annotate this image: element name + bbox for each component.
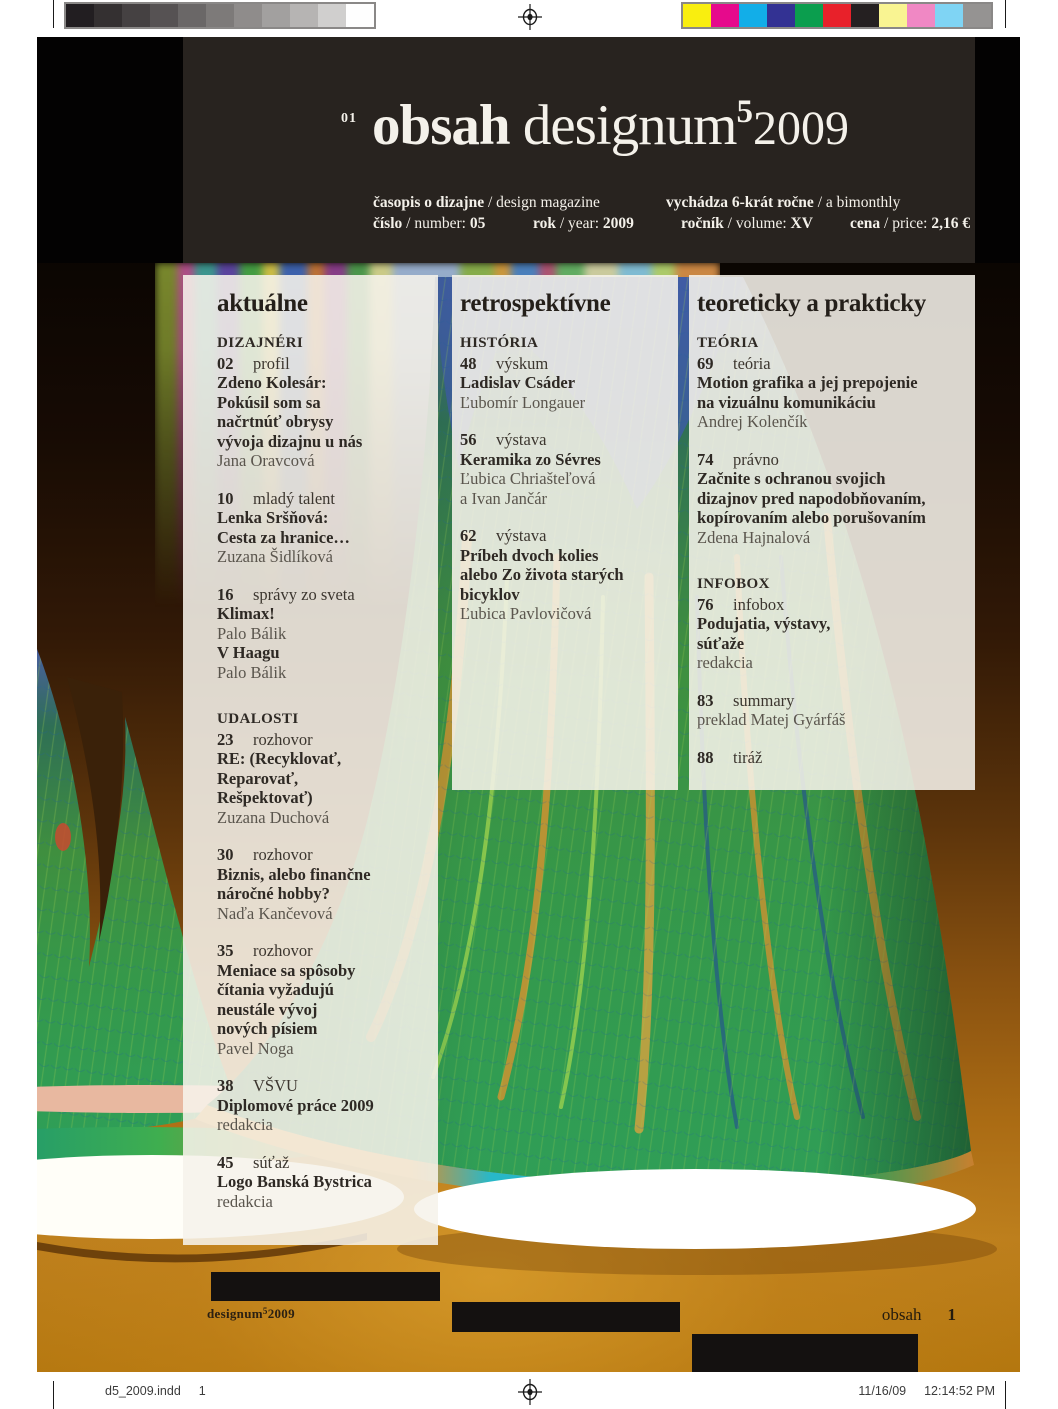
toc-entry-pagenum-line [697,748,965,768]
toc-gap [697,432,965,450]
toc-entry-page-number: 56 [460,430,477,449]
toc-entry-pagenum-line [460,526,668,546]
grayscale-step [234,4,262,27]
toc-entry-author: redakcia [697,653,753,672]
registration-mark-icon [518,4,542,30]
toc-entry-title-line: Rešpektovať) [217,788,313,807]
toc-entry-category: rozhovor [253,941,313,960]
toc-entry-title-line: kopírovaním alebo porušovaním [697,508,926,527]
toc-section-label: HISTÓRIA [460,335,539,351]
toc-entry-title-line: Diplomové práce 2009 [217,1095,374,1115]
toc-entry-title-line: bicyklov [460,584,520,604]
toc-entry-pagenum-line [217,354,428,374]
toc-entry-category: rozhovor [253,729,313,749]
toc-entry-category: správy zo sveta [253,584,355,604]
toc-gap [697,730,965,748]
toc-entry-page-number: 35 [217,941,234,960]
toc-gap [697,547,965,565]
toc-panel-aktualne [183,275,438,1245]
redaction-block-1 [211,1272,440,1301]
toc-entry-pagenum-line [697,450,965,470]
title-year: 2009 [753,102,849,155]
grayscale-step [94,4,122,27]
toc-entry-title-line: Biznis, alebo finančne [217,864,371,884]
toc-entry-pagenum-line [217,730,428,750]
toc-entry-title-line: Klimax! [217,604,275,623]
toc-section-label: DIZAJNÉRI [217,335,304,351]
toc-entry-page-number: 45 [217,1152,234,1172]
toc-entry-category: profil [253,353,290,373]
toc-entry-title-line: Meniace sa spôsoby [217,960,356,980]
toc-entry-author: Zdena Hajnalová [697,527,811,547]
toc-entry-author: Palo Bálik [217,662,287,682]
grayscale-step [318,4,346,27]
toc-entry-category: summary [733,690,795,710]
magazine-page [37,37,1020,1372]
grayscale-step [206,4,234,27]
slug-document-name: d5_2009.indd [105,1384,181,1398]
toc-entry-pagenum-line [217,585,428,605]
toc-entry-category: výstava [496,526,547,545]
toc-panel-teoreticky-a-prakticky [689,275,975,790]
toc-entry-category: rozhovor [253,845,313,864]
masthead-meta-line1 [373,194,1020,214]
toc-entry-title-line: Reparovať, [217,768,299,788]
toc-entry-category: súťaž [253,1152,290,1172]
toc-entry-pagenum-line [217,489,428,509]
grayscale-step [262,4,290,27]
toc-entry-page-number: 88 [697,747,714,767]
toc-entry-pagenum-line [697,691,965,711]
color-step [795,4,823,27]
masthead-meta-line2 [373,215,1020,235]
grayscale-step [122,4,150,27]
toc-entry-title-line: neustále vývoj [217,999,318,1019]
color-step [823,4,851,27]
color-calibration-bar [681,2,993,29]
toc-entry-page-number: 23 [217,729,234,749]
toc-gap [217,682,428,700]
toc-entry-category: teória [733,353,771,373]
redaction-block-2 [452,1302,680,1332]
grayscale-step [66,4,94,27]
toc-entry-title-line: Keramika zo Sévres [460,449,601,469]
grayscale-step [178,4,206,27]
color-step [683,4,711,27]
toc-entry-title-line: náročné hobby? [217,884,330,903]
toc-entry-title-line: Motion grafika a jej prepojenie [697,373,918,392]
toc-entry-page-number: 48 [460,353,477,373]
grayscale-step [346,4,374,27]
toc-entry-pagenum-line [217,941,428,961]
toc-entry-author: redakcia [217,1115,273,1134]
color-step [935,4,963,27]
toc-entry-page-number: 38 [217,1076,234,1095]
toc-entry-pagenum-line [217,1076,428,1096]
toc-entry-author: Naďa Kančevová [217,903,333,923]
toc-entry-title-line: RE: (Recyklovať, [217,749,342,768]
grayscale-step [150,4,178,27]
color-step [711,4,739,27]
toc-entry-title-line: čítania vyžadujú [217,980,334,999]
toc-entry-author: Pavel Noga [217,1038,294,1058]
toc-gap [217,567,428,585]
toc-entry-author: Jana Oravcová [217,451,315,470]
toc-entry-author: Zuzana Duchová [217,807,330,827]
toc-gap [217,1058,428,1076]
slug-page-number: 1 [198,1384,206,1398]
crop-mark-top-right [1005,0,1006,28]
toc-entry-title-line: Logo Banská Bystrica [217,1172,372,1191]
toc-gap [697,673,965,691]
toc-entry-category: infobox [733,594,785,614]
toc-entry-pagenum-line [460,430,668,450]
toc-section-label: INFOBOX [697,576,770,592]
masthead [183,37,975,263]
toc-gap [217,827,428,845]
masthead-meta-segment: časopis o dizajne / design magazine [373,194,600,211]
toc-section-label: TEÓRIA [697,335,759,351]
toc-entry-title-line: Zdeno Kolesár: [217,373,327,392]
toc-entry-title-line: alebo Zo života starých [460,565,624,584]
masthead-meta-segment: číslo / number: 05 [373,215,486,232]
color-step [907,4,935,27]
title-designum: designum [509,94,737,157]
toc-entry-title-line: nových písiem [217,1019,318,1038]
toc-entry-category: výskum [496,353,549,373]
slug-filename [105,1384,224,1398]
footer-brand-year: 2009 [267,1306,295,1321]
footer-page-number: 1 [947,1305,956,1324]
color-step [739,4,767,27]
toc-entry-title-line: Príbeh dvoch kolies [460,545,599,565]
toc-entry-title-line: vývoja dizajnu u nás [217,431,363,451]
crop-mark-bottom-left [53,1381,54,1409]
crop-mark-bottom-right [1005,1381,1006,1409]
toc-entry-author: Andrej Kolenčík [697,412,808,431]
masthead-meta-segment: cena / price: 2,16 € [850,215,971,232]
toc-entry-title-line: Podujatia, výstavy, [697,614,831,633]
slug-date: 11/16/09 [858,1384,907,1398]
toc-gap [460,508,668,526]
registration-mark-icon [518,1379,542,1405]
toc-gap [460,412,668,430]
folio-number: 01 [341,111,357,126]
toc-entry-pagenum-line [697,354,965,374]
toc-gap [217,923,428,941]
toc-entry-page-number: 10 [217,488,234,508]
page-title [372,93,849,158]
toc-entry-title-line: Ladislav Csáder [460,373,576,392]
toc-entry-pagenum-line [460,354,668,374]
toc-entry-author: a Ivan Jančár [460,488,548,508]
toc-section-label: UDALOSTI [217,711,299,727]
toc-entry-page-number: 76 [697,594,714,614]
toc-entry-title-line: Začnite s ochranou svojich [697,469,886,488]
footer-brand-name: designum [207,1306,263,1321]
grayscale-calibration-bar [64,2,376,29]
toc-gap [217,1135,428,1153]
color-step [879,4,907,27]
toc-entry-title-line: Pokúsil som sa [217,392,321,412]
redaction-block-3 [692,1334,918,1372]
toc-entry-author: Zuzana Šidlíková [217,547,333,566]
toc-entry-page-number: 02 [217,353,234,373]
masthead-meta-segment: vychádza 6-krát ročne / a bimonthly [666,194,901,211]
toc-column-heading: teoreticky a prakticky [697,290,927,317]
toc-column-heading: aktuálne [217,290,308,317]
toc-entry-page-number: 62 [460,526,477,545]
toc-entry-category: mladý talent [253,488,336,508]
toc-entry-title-line: Lenka Sršňová: [217,508,329,527]
toc-column-heading: retrospektívne [460,290,611,317]
footer-folio [837,1305,956,1325]
toc-gap [217,471,428,489]
toc-panel-retrospektivne [452,275,678,790]
toc-entry-pagenum-line [217,845,428,865]
toc-entry-author: Ľubica Chriašteľová [460,469,596,488]
footer-brand-issue: 5 [262,1306,268,1316]
toc-entry-author: Ľubica Pavlovičová [460,604,592,623]
toc-entry-author: preklad Matej Gyárfáš [697,710,846,729]
toc-entry-author: redakcia [217,1191,273,1211]
crop-mark-top-left [53,0,54,28]
toc-entry-category: VŠVU [253,1076,298,1095]
footer-obsah-label: obsah [881,1305,922,1324]
grayscale-step [290,4,318,27]
toc-entry-page-number: 69 [697,353,714,373]
toc-entry-page-number: 16 [217,584,234,604]
color-step [963,4,991,27]
toc-entry-category: tiráž [733,747,763,767]
toc-entry-author: Ľubomír Longauer [460,392,586,412]
toc-entry-page-number: 83 [697,690,714,710]
toc-entry-pagenum-line [217,1153,428,1173]
slug-time: 12:14:52 PM [924,1384,995,1398]
title-issue-sup: 5 [736,94,753,130]
footer-brand [207,1306,295,1322]
color-step [767,4,795,27]
toc-entry-page-number: 30 [217,845,234,864]
toc-entry-title-line: Cesta za hranice… [217,527,350,547]
toc-entry-pagenum-line [697,595,965,615]
slug-timestamp [858,1384,995,1398]
toc-entry-title-line: načrtnúť obrysy [217,412,334,431]
masthead-meta-segment: rok / year: 2009 [533,215,634,232]
toc-entry-category: výstava [496,430,547,449]
color-step [851,4,879,27]
masthead-meta-segment: ročník / volume: XV [681,215,813,232]
toc-entry-page-number: 74 [697,449,714,469]
title-obsah: obsah [372,94,510,157]
toc-entry-author: Palo Bálik [217,623,287,643]
toc-entry-title-line: na vizuálnu komunikáciu [697,392,876,412]
toc-entry-category: právno [733,449,779,469]
toc-entry-title-line: dizajnov pred napodobňovaním, [697,488,926,508]
toc-entry-title-line: V Haagu [217,643,280,662]
toc-entry-title-line: súťaže [697,633,745,653]
